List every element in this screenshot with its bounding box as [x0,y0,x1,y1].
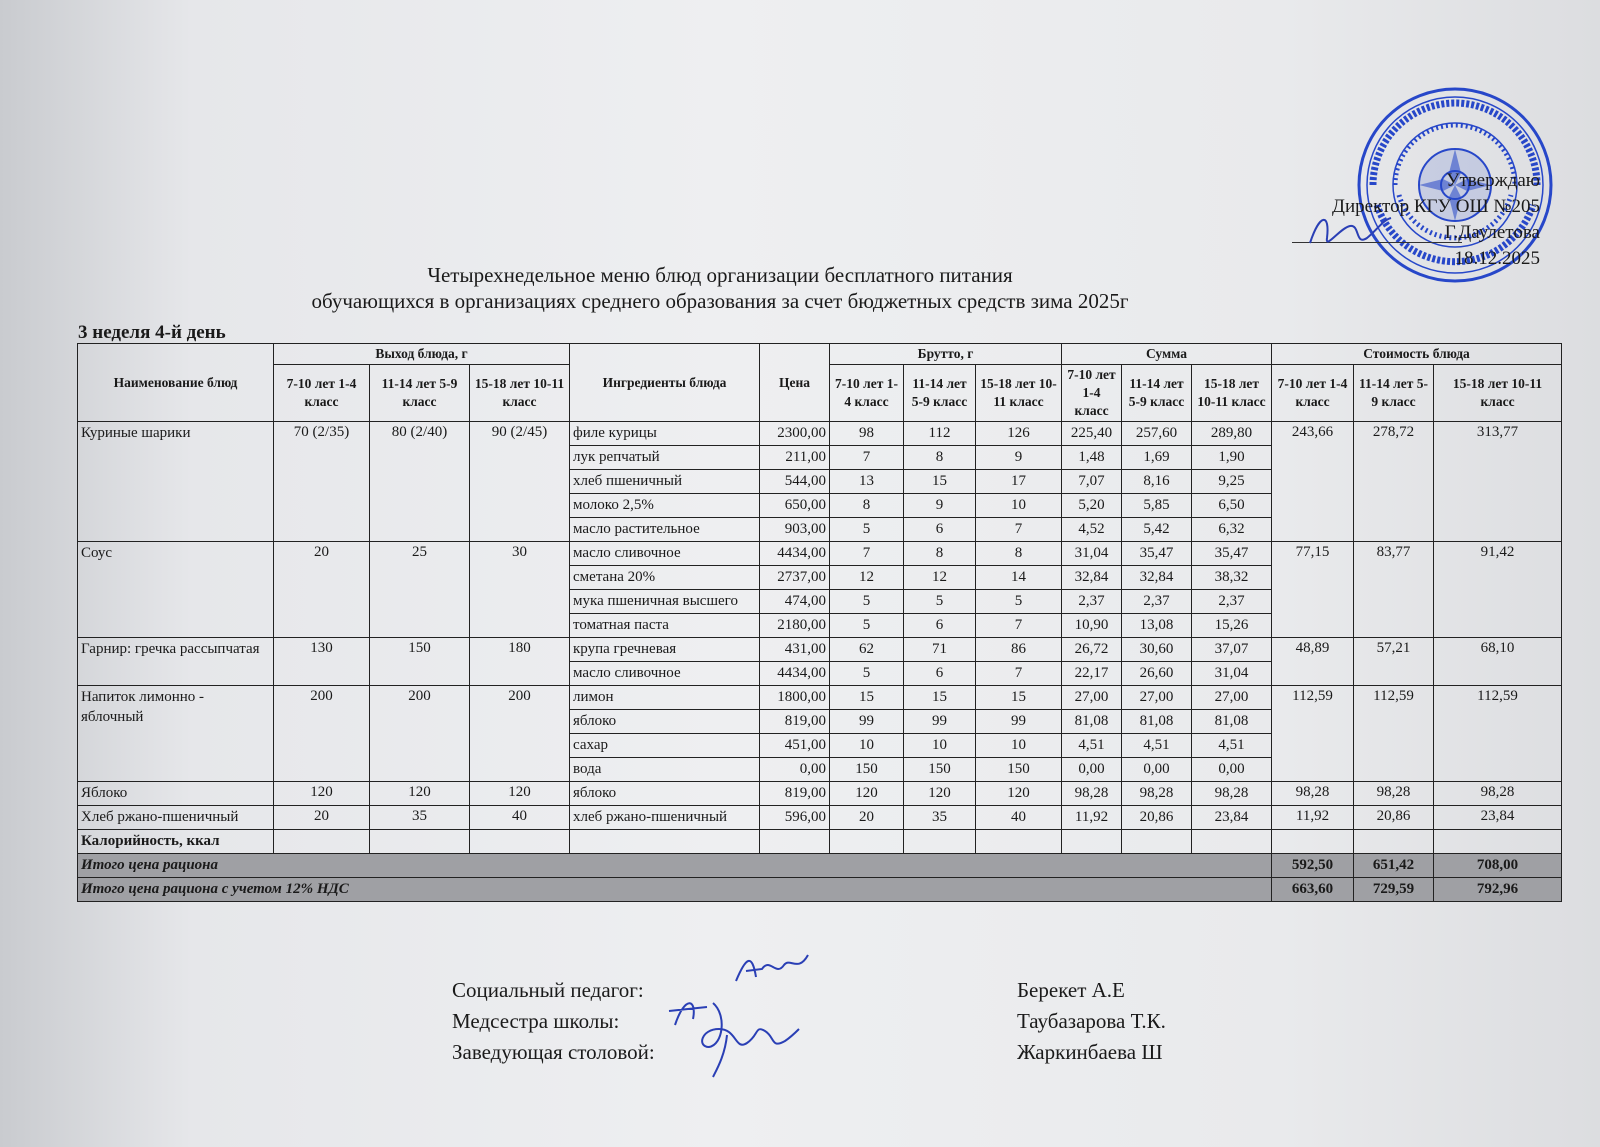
ingredient-brutto: 120 [976,782,1062,806]
dish-cost: 20,86 [1354,806,1434,830]
ingredient-sum: 2,37 [1062,590,1122,614]
dish-cost: 313,77 [1434,422,1562,542]
ingredient-sum: 6,50 [1192,494,1272,518]
header-age-3: 15-18 лет 10-11 класс [1434,365,1562,422]
table-row [78,686,1562,710]
ingredient-brutto: 8 [904,542,976,566]
ingredient-sum: 4,51 [1062,734,1122,758]
dish-cost: 112,59 [1272,686,1354,782]
ingredient-brutto: 10 [976,494,1062,518]
ingredient-sum: 27,00 [1062,686,1122,710]
total-value-3: 708,00 [1434,854,1562,878]
header-age-1: 7-10 лет 1-4 класс [1272,365,1354,422]
total-vat-label: Итого цена рациона с учетом 12% НДС [78,878,1272,902]
ingredient-sum: 289,80 [1192,422,1272,446]
ingredient-name: мука пшеничная высшего [570,590,760,614]
ingredient-price: 2300,00 [760,422,830,446]
ingredient-sum: 1,48 [1062,446,1122,470]
ingredient-price: 4434,00 [760,662,830,686]
ingredient-name: томатная паста [570,614,760,638]
ingredient-brutto: 14 [976,566,1062,590]
ingredient-name: яблоко [570,782,760,806]
signature-row [452,1037,1192,1068]
ingredient-price: 544,00 [760,470,830,494]
ingredient-brutto: 99 [904,710,976,734]
ingredient-price: 1800,00 [760,686,830,710]
signature-person: Берекет А.Е [1017,978,1125,1002]
document-title [220,262,1220,314]
dish-cost: 112,59 [1354,686,1434,782]
ingredient-sum: 31,04 [1192,662,1272,686]
ingredient-sum: 27,00 [1192,686,1272,710]
ingredient-sum: 23,84 [1192,806,1272,830]
ingredient-brutto: 62 [830,638,904,662]
ingredient-sum: 98,28 [1122,782,1192,806]
dish-output: 200 [370,686,470,782]
total-vat-row [78,878,1562,902]
approval-position: Директор КГУ ОШ №205 [1332,196,1540,217]
ingredient-brutto: 20 [830,806,904,830]
total-vat-value-2: 729,59 [1354,878,1434,902]
menu-table [77,343,1562,902]
dish-output: 180 [470,638,570,686]
ingredient-brutto: 8 [830,494,904,518]
header-age-2: 11-14 лет 5-9 класс [370,365,470,422]
header-brutto: Брутто, г [830,344,1062,365]
ingredient-sum: 4,51 [1192,734,1272,758]
title-line-1: Четырехнедельное меню блюд организации бесплатного питания [427,263,1013,287]
dish-output: 200 [274,686,370,782]
ingredient-name: сахар [570,734,760,758]
total-vat-value-3: 792,96 [1434,878,1562,902]
table-row [78,782,1562,806]
ingredient-brutto: 99 [976,710,1062,734]
ingredient-sum: 37,07 [1192,638,1272,662]
ingredient-sum: 38,32 [1192,566,1272,590]
header-sum: Сумма [1062,344,1272,365]
ingredient-name: сметана 20% [570,566,760,590]
ingredient-brutto: 9 [904,494,976,518]
dish-cost: 77,15 [1272,542,1354,638]
calories-label: Калорийность, ккал [78,830,274,854]
dish-output: 90 (2/45) [470,422,570,542]
ingredient-brutto: 15 [830,686,904,710]
dish-name: Гарнир: гречка рассыпчатая [78,638,274,686]
dish-cost: 23,84 [1434,806,1562,830]
approval-word: Утверждаю [1446,170,1540,191]
ingredient-sum: 0,00 [1122,758,1192,782]
ingredient-sum: 35,47 [1192,542,1272,566]
ingredient-brutto: 9 [976,446,1062,470]
dish-output: 70 (2/35) [274,422,370,542]
ingredient-name: хлеб ржано-пшеничный [570,806,760,830]
signature-row [452,1006,1192,1037]
ingredient-brutto: 12 [830,566,904,590]
ingredient-name: яблоко [570,710,760,734]
table-row [78,422,1562,446]
ingredient-price: 903,00 [760,518,830,542]
ingredient-price: 0,00 [760,758,830,782]
dish-output: 120 [470,782,570,806]
ingredient-brutto: 5 [830,662,904,686]
dish-cost: 83,77 [1354,542,1434,638]
title-line-2: обучающихся в организациях среднего образования за счет бюджетных средств зима 2025г [311,289,1129,313]
dish-output: 150 [370,638,470,686]
ingredient-sum: 31,04 [1062,542,1122,566]
ingredient-brutto: 12 [904,566,976,590]
ingredient-brutto: 13 [830,470,904,494]
approval-block [1270,168,1540,272]
menu-footer [78,830,1562,902]
dish-name: Соус [78,542,274,638]
header-cost: Стоимость блюда [1272,344,1562,365]
ingredient-brutto: 10 [830,734,904,758]
ingredient-brutto: 15 [976,686,1062,710]
ingredient-brutto: 99 [830,710,904,734]
table-row [78,542,1562,566]
ingredient-sum: 6,32 [1192,518,1272,542]
ingredient-sum: 5,85 [1122,494,1192,518]
header-age-1: 7-10 лет 1-4 класс [274,365,370,422]
ingredient-brutto: 7 [830,446,904,470]
dish-output: 200 [470,686,570,782]
ingredient-sum: 13,08 [1122,614,1192,638]
ingredient-sum: 7,07 [1062,470,1122,494]
dish-cost: 57,21 [1354,638,1434,686]
ingredient-brutto: 120 [830,782,904,806]
ingredient-sum: 257,60 [1122,422,1192,446]
dish-cost: 98,28 [1272,782,1354,806]
total-value-2: 651,42 [1354,854,1434,878]
ingredient-brutto: 120 [904,782,976,806]
ingredient-name: лук репчатый [570,446,760,470]
ingredient-sum: 4,52 [1062,518,1122,542]
ingredient-brutto: 98 [830,422,904,446]
signature-person: Жаркинбаева Ш [1017,1040,1163,1064]
ingredient-brutto: 7 [830,542,904,566]
ingredient-brutto: 5 [904,590,976,614]
ingredient-brutto: 7 [976,662,1062,686]
ingredient-sum: 98,28 [1192,782,1272,806]
ingredient-sum: 22,17 [1062,662,1122,686]
ingredient-price: 819,00 [760,710,830,734]
dish-name: Хлеб ржано-пшеничный [78,806,274,830]
ingredient-sum: 81,08 [1062,710,1122,734]
ingredient-price: 451,00 [760,734,830,758]
ingredient-name: хлеб пшеничный [570,470,760,494]
week-day-label: 3 неделя 4-й день [78,322,226,343]
dish-output: 40 [470,806,570,830]
header-output: Выход блюда, г [274,344,570,365]
approval-name: Г.Даулетова [1444,222,1540,243]
ingredient-name: лимон [570,686,760,710]
dish-cost: 48,89 [1272,638,1354,686]
ingredient-brutto: 15 [904,470,976,494]
header-age-2: 11-14 лет 5-9 класс [904,365,976,422]
ingredient-brutto: 86 [976,638,1062,662]
ingredient-brutto: 8 [904,446,976,470]
signature-role: Медсестра школы: [452,1009,620,1033]
ingredient-brutto: 150 [904,758,976,782]
ingredient-brutto: 35 [904,806,976,830]
ingredient-price: 211,00 [760,446,830,470]
ingredient-sum: 8,16 [1122,470,1192,494]
header-age-3: 15-18 лет 10-11 класс [470,365,570,422]
ingredient-brutto: 5 [830,614,904,638]
total-row [78,854,1562,878]
ingredient-sum: 20,86 [1122,806,1192,830]
ingredient-sum: 5,20 [1062,494,1122,518]
social-teacher-signature [732,947,812,987]
ingredient-brutto: 71 [904,638,976,662]
table-row [78,806,1562,830]
dish-cost: 243,66 [1272,422,1354,542]
signature-role: Заведующая столовой: [452,1040,655,1064]
dish-output: 30 [470,542,570,638]
ingredient-sum: 32,84 [1062,566,1122,590]
dish-cost: 278,72 [1354,422,1434,542]
dish-output: 120 [274,782,370,806]
ingredient-price: 4434,00 [760,542,830,566]
ingredient-price: 431,00 [760,638,830,662]
signature-person: Таубазарова Т.К. [1017,1009,1166,1033]
calories-row [78,830,1562,854]
approval-date: 18.12.2025 [1454,248,1540,269]
header-age-1: 7-10 лет 1-4 класс [830,365,904,422]
ingredient-sum: 26,60 [1122,662,1192,686]
dish-output: 20 [274,806,370,830]
ingredient-sum: 26,72 [1062,638,1122,662]
ingredient-sum: 2,37 [1122,590,1192,614]
ingredient-sum: 4,51 [1122,734,1192,758]
ingredient-price: 596,00 [760,806,830,830]
dish-cost: 112,59 [1434,686,1562,782]
ingredient-sum: 9,25 [1192,470,1272,494]
ingredient-brutto: 5 [830,590,904,614]
ingredient-sum: 35,47 [1122,542,1192,566]
ingredient-sum: 2,37 [1192,590,1272,614]
header-row-1 [78,344,1562,365]
header-price: Цена [760,344,830,422]
ingredient-name: масло растительное [570,518,760,542]
ingredient-brutto: 112 [904,422,976,446]
dish-cost: 98,28 [1354,782,1434,806]
total-vat-value-1: 663,60 [1272,878,1354,902]
header-age-2: 11-14 лет 5-9 класс [1354,365,1434,422]
dish-output: 130 [274,638,370,686]
ingredient-brutto: 7 [976,518,1062,542]
ingredient-sum: 98,28 [1062,782,1122,806]
dish-output: 20 [274,542,370,638]
header-age-2: 11-14 лет 5-9 класс [1122,365,1192,422]
ingredient-name: вода [570,758,760,782]
ingredient-sum: 81,08 [1122,710,1192,734]
header-age-1: 7-10 лет 1-4 класс [1062,365,1122,422]
dish-output: 25 [370,542,470,638]
table-row [78,638,1562,662]
signatures-block [452,975,1192,1068]
total-value-1: 592,50 [1272,854,1354,878]
dish-cost: 98,28 [1434,782,1562,806]
ingredient-price: 650,00 [760,494,830,518]
ingredient-price: 2737,00 [760,566,830,590]
ingredient-brutto: 7 [976,614,1062,638]
menu-body [78,422,1562,830]
dish-cost: 11,92 [1272,806,1354,830]
header-age-3: 15-18 лет 10-11 класс [976,365,1062,422]
header-ingredients: Ингредиенты блюда [570,344,760,422]
ingredient-price: 474,00 [760,590,830,614]
ingredient-sum: 15,26 [1192,614,1272,638]
ingredient-brutto: 5 [976,590,1062,614]
header-age-3: 15-18 лет 10-11 класс [1192,365,1272,422]
dish-output: 35 [370,806,470,830]
ingredient-sum: 11,92 [1062,806,1122,830]
ingredient-sum: 27,00 [1122,686,1192,710]
dish-name: Куриные шарики [78,422,274,542]
ingredient-name: крупа гречневая [570,638,760,662]
nurse-canteen-signature [667,985,802,1080]
ingredient-brutto: 40 [976,806,1062,830]
ingredient-sum: 5,42 [1122,518,1192,542]
ingredient-brutto: 5 [830,518,904,542]
ingredient-sum: 0,00 [1192,758,1272,782]
ingredient-name: филе курицы [570,422,760,446]
signature-role: Социальный педагог: [452,978,644,1002]
header-dish: Наименование блюд [78,344,274,422]
dish-cost: 68,10 [1434,638,1562,686]
ingredient-brutto: 8 [976,542,1062,566]
dish-name: Напиток лимонно - яблочный [78,686,274,782]
ingredient-sum: 30,60 [1122,638,1192,662]
ingredient-sum: 1,69 [1122,446,1192,470]
dish-output: 120 [370,782,470,806]
dish-output: 80 (2/40) [370,422,470,542]
dish-name: Яблоко [78,782,274,806]
dish-cost: 91,42 [1434,542,1562,638]
ingredient-brutto: 6 [904,614,976,638]
ingredient-brutto: 150 [830,758,904,782]
ingredient-sum: 225,40 [1062,422,1122,446]
ingredient-sum: 32,84 [1122,566,1192,590]
ingredient-brutto: 6 [904,662,976,686]
signature-row [452,975,1192,1006]
ingredient-brutto: 10 [904,734,976,758]
ingredient-brutto: 10 [976,734,1062,758]
ingredient-price: 819,00 [760,782,830,806]
ingredient-sum: 81,08 [1192,710,1272,734]
total-label: Итого цена рациона [78,854,1272,878]
ingredient-brutto: 15 [904,686,976,710]
ingredient-price: 2180,00 [760,614,830,638]
ingredient-name: масло сливочное [570,542,760,566]
ingredient-brutto: 150 [976,758,1062,782]
ingredient-brutto: 17 [976,470,1062,494]
ingredient-sum: 10,90 [1062,614,1122,638]
director-signature [1305,208,1395,253]
ingredient-sum: 1,90 [1192,446,1272,470]
ingredient-name: молоко 2,5% [570,494,760,518]
ingredient-brutto: 6 [904,518,976,542]
ingredient-brutto: 126 [976,422,1062,446]
ingredient-name: масло сливочное [570,662,760,686]
ingredient-sum: 0,00 [1062,758,1122,782]
